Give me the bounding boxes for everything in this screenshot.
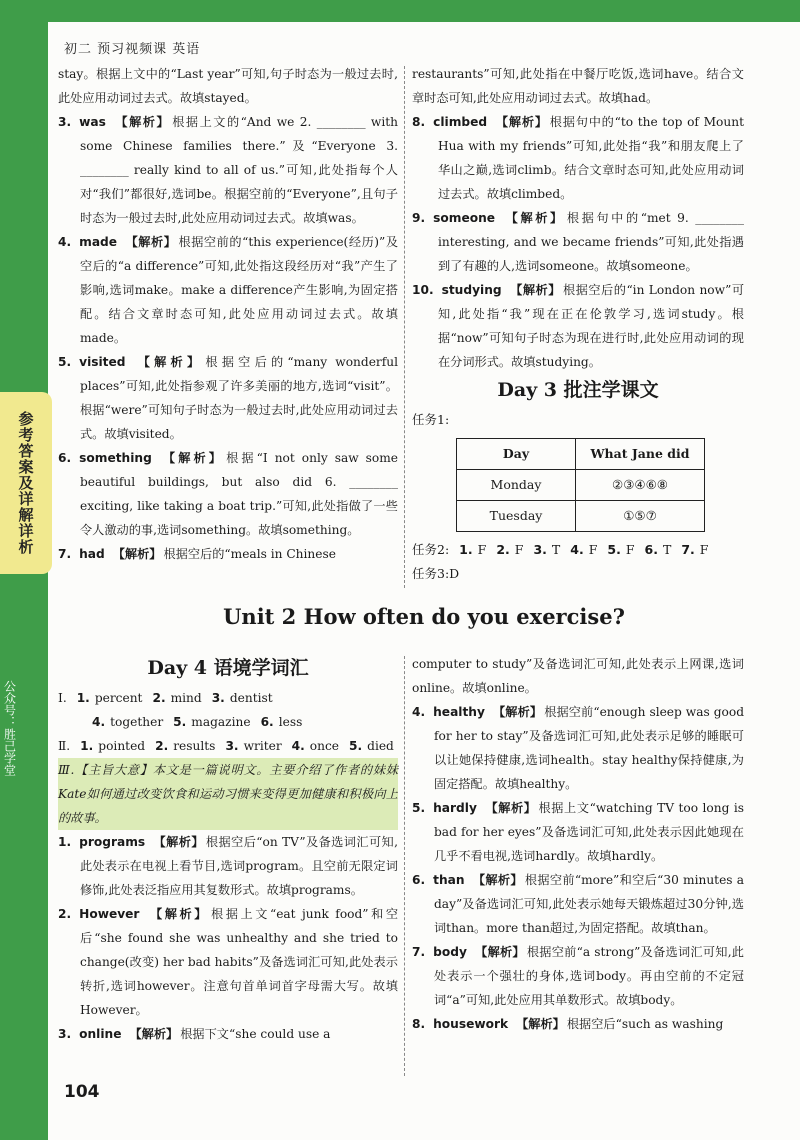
side-tab: 参考答案及详解详析 <box>0 392 52 574</box>
bottom-right-column <box>412 652 744 1036</box>
answer-item <box>58 542 398 566</box>
table-cell: ②③④⑥⑧ <box>576 470 705 501</box>
item-number: 2. <box>155 739 169 753</box>
table-cell: Monday <box>457 470 576 501</box>
item-answer: T <box>662 542 672 557</box>
answer-num: 8. <box>412 115 426 129</box>
answer-tag: 【解析】 <box>113 115 171 129</box>
part2-row: Ⅱ. 1. pointed 2. results 3. writer 4. once 5. died <box>58 739 394 753</box>
answer-text: 根据空后的“in London now”可知,此处指“我”现在正在伦敦学习,选词study。根据“now”可知句子时态为现在进行时,此处应用动词的现在分词形式。故填studying。 <box>438 283 745 369</box>
column-divider <box>404 656 405 1076</box>
day3-title: Day 3 批注学课文 <box>497 379 659 401</box>
item-answer: magazine <box>191 715 251 729</box>
answer-item <box>58 446 398 542</box>
answer-num: 4. <box>58 235 72 249</box>
answer-num: 7. <box>412 945 426 959</box>
table-header: Day <box>457 439 576 470</box>
answer-num: 2. <box>58 907 72 921</box>
side-watermark: 公众号：胜己学堂 <box>2 680 17 776</box>
answer-word: made <box>79 235 118 249</box>
answer-tag: 【解析】 <box>503 211 565 225</box>
answer-item <box>412 796 744 868</box>
answer-text: 根据空后的“meals in Chinese <box>163 547 336 561</box>
answer-item <box>412 278 744 374</box>
answer-num: 8. <box>412 1017 426 1031</box>
item-answer: less <box>278 715 303 729</box>
answer-item <box>58 230 398 350</box>
table-cell: Tuesday <box>457 501 576 532</box>
item-number: 7. <box>681 542 695 557</box>
item-answer: F <box>477 542 487 557</box>
answer-word: something <box>79 451 152 465</box>
item-answer: together <box>110 715 164 729</box>
item-number: 4. <box>570 542 584 557</box>
item-answer: dentist <box>229 691 273 705</box>
item-answer: pointed <box>98 739 146 753</box>
item-number: 2. <box>496 542 510 557</box>
answer-word: than <box>433 873 465 887</box>
item-answer: results <box>173 739 216 753</box>
item-number: 6. <box>644 542 658 557</box>
answer-tag: 【解析】 <box>492 705 543 719</box>
item-answer: mind <box>170 691 202 705</box>
day4-title: Day 4 语境学词汇 <box>147 657 309 679</box>
part1-row: Ⅰ. 1. percent 2. mind 3. dentist <box>58 691 273 705</box>
answer-word: had <box>79 547 105 561</box>
answer-text: 根据句中的“to the top of Mount Hua with my friends”可知,此处指“我”和朋友爬上了华山之巅,选词climb。结合文章时态可知,此处应用动词过去式。故填climbed。 <box>438 115 744 201</box>
answer-text: 根据上文的“And we 2. ________ with some Chinese families there.”及“Everyone 3. ________ really kind to all of us.”可知,此处指每个人对“我们”都很好,选词be。根据空前的“Everyone”,且句子时态为一般过去时,此处应用动词过去式。故填was。 <box>80 115 399 225</box>
answer-text: 根据空后“such as washing <box>566 1017 724 1031</box>
answer-tag: 【解析】 <box>472 873 523 887</box>
answer-word: studying <box>441 283 502 297</box>
answer-word: climbed <box>433 115 488 129</box>
page-number: 104 <box>64 1082 100 1102</box>
answer-item <box>412 940 744 1012</box>
answer-text: 根据上文“eat junk food”和空后“she found she was unhealthy and she tried to change(改变) her bad habits”及备选词汇可知,此处表示转折,选词however。注意句首单词首字母需大写。故填However。 <box>80 907 399 1017</box>
answer-word: housework <box>433 1017 509 1031</box>
running-header: 初二 预习视频课 英语 <box>64 42 201 57</box>
task1-label: 任务1: <box>412 412 450 427</box>
answer-word: was <box>79 115 106 129</box>
item-answer: F <box>699 542 709 557</box>
item-answer: once <box>309 739 340 753</box>
item-answer: died <box>367 739 394 753</box>
item-number: 5. <box>173 715 187 729</box>
answer-tag: 【解析】 <box>159 451 225 465</box>
answer-word: someone <box>433 211 496 225</box>
answer-item <box>412 700 744 796</box>
item-answer: F <box>625 542 635 557</box>
answer-text: 根据空前“a strong”及备选词汇可知,此处表示一个强壮的身体,选词body。再由空前的不定冠词“a”可知,此处应用其单数形式。故填body。 <box>434 945 744 1007</box>
answer-tag: 【解析】 <box>516 1017 565 1031</box>
answer-text: 根据上文“watching TV too long is bad for her eyes”及备选词汇可知,此处表示因此她现在几乎不看电视,选词hardly。故填hardly。 <box>434 801 744 863</box>
table-header: What Jane did <box>576 439 705 470</box>
task2-answers: 任务2: 1. F 2. F 3. T 4. F 5. F 6. T 7. F <box>412 542 709 557</box>
main-idea: Ⅲ.【主旨大意】本文是一篇说明文。主要介绍了作者的妹妹Kate如何通过改变饮食和运动习惯来变得更加健康和积极向上的故事。 <box>58 758 398 830</box>
answer-tag: 【解析】 <box>495 115 548 129</box>
item-number: 5. <box>607 542 621 557</box>
answer-word: visited <box>79 355 126 369</box>
answer-text: 根据下文“she could use a <box>180 1027 331 1041</box>
answer-word: body <box>433 945 467 959</box>
answer-word: However <box>79 907 140 921</box>
answer-num: 3. <box>58 115 72 129</box>
item-number: 6. <box>260 715 274 729</box>
jane-table <box>456 438 705 532</box>
item-answer: percent <box>94 691 143 705</box>
answer-tag: 【解析】 <box>129 1027 179 1041</box>
answer-word: healthy <box>433 705 485 719</box>
answer-num: 5. <box>412 801 426 815</box>
item-number: 3. <box>211 691 225 705</box>
answer-item <box>58 350 398 446</box>
unit-title: Unit 2 How often do you exercise? <box>223 604 625 629</box>
answer-tag: 【解析】 <box>112 547 162 561</box>
answer-num: 10. <box>412 283 434 297</box>
answer-tag: 【解析】 <box>509 283 561 297</box>
item-number: 4. <box>92 715 106 729</box>
column-divider <box>404 66 405 588</box>
answer-num: 4. <box>412 705 426 719</box>
answer-tag: 【解析】 <box>133 355 204 369</box>
item-number: 2. <box>152 691 166 705</box>
answer-item <box>412 206 744 278</box>
answer-item <box>58 902 398 1022</box>
answer-num: 6. <box>58 451 72 465</box>
answer-text: 根据空前“enough sleep was good for her to stay”及备选词汇可知,此处表示足够的睡眠可以让她保持健康,选词health。stay healthy保持健康,为固定搭配。故填healthy。 <box>434 705 745 791</box>
answer-num: 3. <box>58 1027 72 1041</box>
answer-num: 7. <box>58 547 72 561</box>
top-right-column <box>412 62 744 586</box>
answer-word: hardly <box>433 801 477 815</box>
table-cell: ①⑤⑦ <box>576 501 705 532</box>
answer-tag: 【解析】 <box>125 235 177 249</box>
continued-text: restaurants”可知,此处指在中餐厅吃饭,选词have。结合文章时态可知,此处应用动词过去式。故填had。 <box>412 67 744 105</box>
answer-item <box>58 1022 398 1046</box>
answer-text: 根据空前的“this experience(经历)”及空后的“a difference”可知,此处指这段经历对“我”产生了影响,选词make。make a difference产生影响,为固定搭配。结合文章时态可知,此处应用动词过去式。故填made。 <box>80 235 399 345</box>
answer-text: 根据空前“more”和空后“30 minutes a day”及备选词汇可知,此处表示她每天锻炼超过30分钟,选词than。more than超过,为固定搭配。故填than。 <box>434 873 744 935</box>
answer-item <box>412 110 744 206</box>
answer-tag: 【解析】 <box>153 835 204 849</box>
item-number: 3. <box>225 739 239 753</box>
item-number: 1. <box>459 542 473 557</box>
item-answer: T <box>551 542 561 557</box>
bottom-left-column <box>58 652 398 1046</box>
answer-item <box>412 1012 744 1036</box>
answer-item <box>58 830 398 902</box>
item-number: 3. <box>533 542 547 557</box>
answer-item <box>58 110 398 230</box>
item-answer: F <box>588 542 598 557</box>
item-number: 1. <box>76 691 90 705</box>
answer-tag: 【解析】 <box>484 801 537 815</box>
item-answer: F <box>514 542 524 557</box>
part1-row <box>58 710 398 734</box>
answer-num: 9. <box>412 211 426 225</box>
item-number: 1. <box>80 739 94 753</box>
answer-num: 1. <box>58 835 72 849</box>
answer-num: 6. <box>412 873 426 887</box>
answer-text: 根据空后“on TV”及备选词汇可知,此处表示在电视上看节目,选词program。且空前无限定词修饰,此处表泛指应用其复数形式。故填programs。 <box>80 835 398 897</box>
answer-tag: 【解析】 <box>474 945 525 959</box>
continued-text: computer to study”及备选词汇可知,此处表示上网课,选词online。故填online。 <box>412 657 744 695</box>
answer-text: 根据空后的“many wonderful places”可知,此处指参观了许多美丽的地方,选词“visit”。根据“were”可知句子时态为一般过去时,此处应用动词过去式。故填visited。 <box>80 355 398 441</box>
item-number: 5. <box>349 739 363 753</box>
top-left-column <box>58 62 398 566</box>
answer-item <box>412 868 744 940</box>
task3-answer: 任务3:D <box>412 566 460 581</box>
answer-num: 5. <box>58 355 72 369</box>
item-answer: writer <box>243 739 282 753</box>
answer-word: online <box>79 1027 122 1041</box>
answer-tag: 【解析】 <box>147 907 209 921</box>
answer-text: 根据句中的“met 9. ________ interesting, and we became friends”可知,此处指遇到了有趣的人,选词someone。故填someone。 <box>438 211 744 273</box>
answer-text: 根据“I not only saw some beautiful buildings, but also did 6. ________ exciting, like taking a boat trip.”可知,此处指做了一些令人激动的事,选词something。故填something。 <box>80 451 398 537</box>
answer-word: programs <box>79 835 146 849</box>
continued-text: stay。根据上文中的“Last year”可知,句子时态为一般过去时,此处应用动词过去式。故填stayed。 <box>58 67 398 105</box>
item-number: 4. <box>291 739 305 753</box>
